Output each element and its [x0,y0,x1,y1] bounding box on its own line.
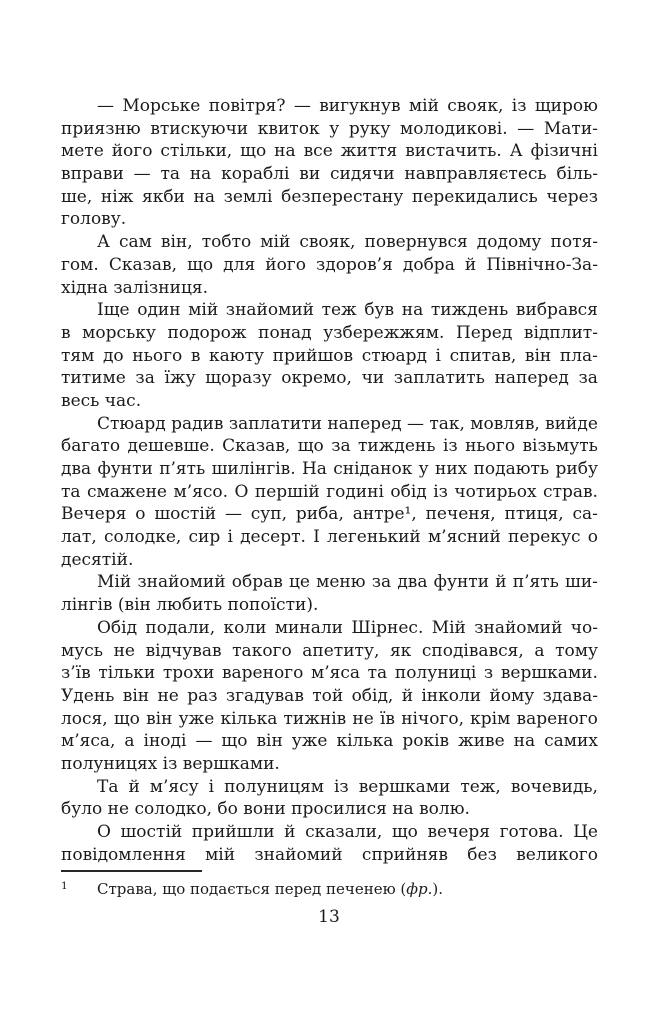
footnote [61,876,598,900]
text-line: лінгів (він любить попоїсти). [61,595,319,616]
text-line: Обід подали, коли минали Шірнес. Мій знайомий чо- [97,617,598,638]
text-line: Стюард радив заплатити наперед — так, мовляв, вийде [97,413,598,434]
text-line: О шостій прийшли й сказали, що вечеря готова. Це [97,822,598,842]
text-line: Мій знайомий обрав це меню за два фунти й п’ять ши- [97,572,598,593]
text-line: Та й м’ясу і полуницям із вершками теж, вочевидь, [97,776,598,797]
footnote-italic-abbr: фр. [406,880,433,898]
text-line: лося, що він уже кілька тижнів не їв нічого, крім вареного [61,708,598,729]
text-line: — Морське повітря? — вигукнув мій свояк, із щирою [97,96,598,116]
text-line: Вечеря о шостій — суп, риба, антре¹, печеня, птиця, са- [61,504,598,525]
text-line: два фунти п’ять шилінгів. На сніданок у них подають рибу [61,459,598,479]
text-line: лат, солодке, сир і десерт. І легенький м’ясний перекус о [61,527,598,548]
paragraph [61,617,598,776]
paragraph [61,299,598,412]
text-block [61,95,598,866]
text-line: приязню втискуючи квиток у руку молодикові. — Мати- [61,118,598,139]
text-line: гом. Сказав, що для його здоров’я добра й Північно-За- [61,254,598,275]
text-line: полуницях із вершками. [61,753,280,774]
text-line: хідна залізниця. [61,277,208,298]
text-line: м’яса, а іноді — що він уже кілька років живе на самих [61,731,598,752]
text-line: багато дешевше. Сказав, що за тиждень із нього візьмуть [61,436,598,457]
text-line: в морську подорож понад узбережжям. Перед відплит- [61,322,598,343]
page-number: 13 [318,907,340,927]
paragraph [61,95,598,231]
paragraph [61,413,598,572]
footnote-marker: 1 [61,880,68,892]
text-line: ше, ніж якби на землі безперестану перекидались через [61,186,598,207]
text-line: голову. [61,209,127,230]
footnote-text-segment: Страва, що подається перед печенею ( [97,880,407,898]
text-line: тям до нього в каюту прийшов стюард і спитав, він пла- [61,345,598,366]
text-line: А сам він, тобто мій свояк, повернувся додому потя- [97,232,598,253]
text-line: мусь не відчував такого апетиту, як сподівався, а тому [61,640,598,661]
text-line: було не солодко, бо вони просилися на волю. [61,799,470,820]
text-line: Іще один мій знайомий теж був на тиждень вибрався [97,300,598,321]
text-line: та смажене м’ясо. О першій годині обід із чотирьох страв. [61,481,598,502]
text-line: повідомлення мій знайомий сприйняв без великого [61,844,598,865]
footnote-separator [61,870,202,872]
paragraph [61,821,598,866]
text-line: Удень він не раз згадував той обід, й інколи йому здава- [61,685,598,706]
text-line: весь час. [61,390,142,411]
footnote-text-segment-after: ). [432,880,444,898]
text-line: мете його стільки, що на все життя вистачить. А фізичні [61,141,598,162]
text-line: десятій. [61,549,134,570]
paragraph [61,231,598,299]
text-line: вправи — та на кораблі ви сидячи навправляєтесь біль- [61,164,598,185]
text-line: титиме за їжу щоразу окремо, чи заплатить наперед за [61,368,598,389]
paragraph [61,776,598,821]
paragraph [61,571,598,616]
text-line: з’їв тільки трохи вареного м’яса та полуниці з вершками. [61,663,598,684]
